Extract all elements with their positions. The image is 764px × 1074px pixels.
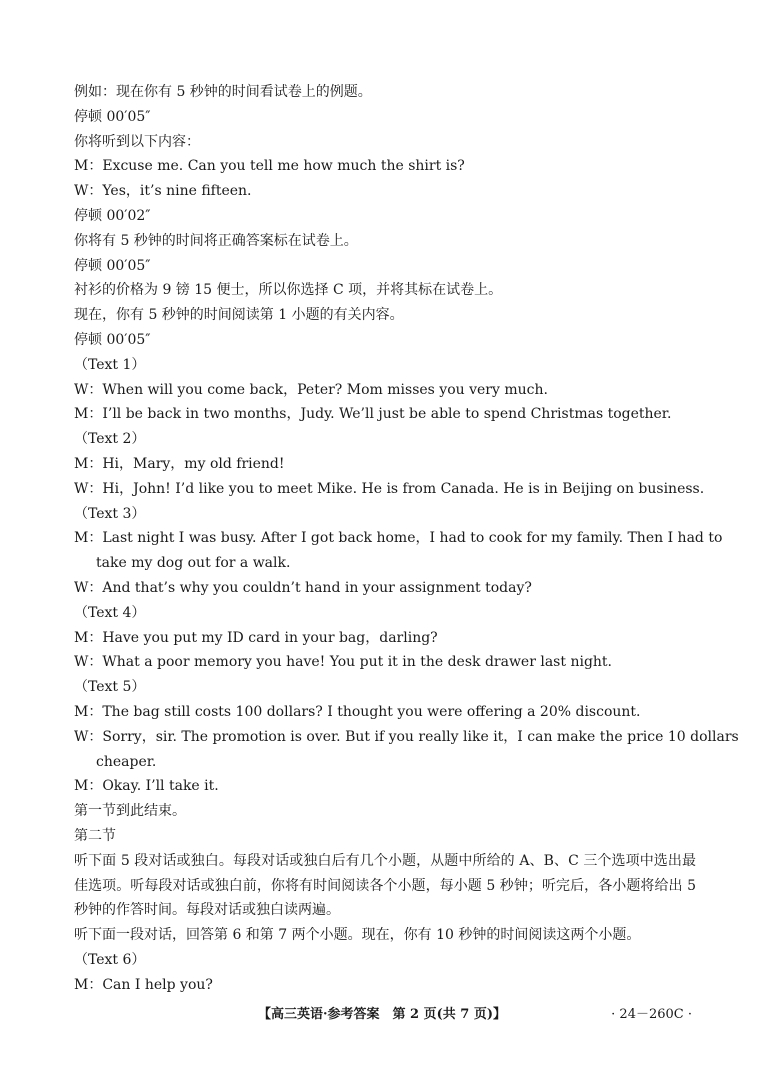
- text-line: W：Sorry，sir. The promotion is over. But if you really like it，I can make the price 10 dollars: [74, 728, 739, 745]
- text-line: M：Last night I was busy. After I got back home，I had to cook for my family. Then I had to: [74, 530, 723, 547]
- section-end-line: 第一节到此结束。: [74, 803, 186, 820]
- text-line: M：I’ll be back in two months，Judy. We’ll just be able to spend Christmas together.: [74, 406, 672, 423]
- document-body: [74, 80, 739, 997]
- text-line: 例如：现在你有 5 秒钟的时间看试卷上的例题。: [74, 84, 372, 100]
- text-line: W：Hi，John! I’d like you to meet Mike. He is from Canada. He is in Beijing on business.: [74, 480, 705, 497]
- text-label: （Text 6）: [74, 951, 146, 968]
- text-line: M：Hi，Mary，my old friend!: [74, 455, 285, 472]
- text-label: （Text 2）: [74, 431, 146, 448]
- text-line: 衬衫的价格为 9 镑 15 便士，所以你选择 C 项，并将其标在试卷上。: [74, 282, 503, 299]
- text-line: 你将听到以下内容：: [74, 133, 200, 150]
- text-line: 停顿 00′05″: [74, 257, 151, 274]
- text-line: W：When will you come back，Peter? Mom misses you very much.: [74, 381, 548, 398]
- text-line: 停顿 00′05″: [74, 108, 151, 125]
- text-label: （Text 3）: [74, 505, 146, 522]
- text-line: 停顿 00′02″: [74, 207, 151, 224]
- text-label: （Text 1）: [74, 356, 146, 373]
- text-line-continued: take my dog out for a walk.: [96, 555, 291, 572]
- text-line: M：Have you put my ID card in your bag，darling?: [74, 629, 438, 646]
- text-line: 听下面一段对话，回答第 6 和第 7 两个小题。现在，你有 10 秒钟的时间阅读这两个小题。: [74, 927, 641, 944]
- instruction-paragraph: 听下面 5 段对话或独白。每段对话或独白后有几个小题，从题中所给的 A、B、C 三个选项中选出最佳选项。听每段对话或独白前，你将有时间阅读各个小题，每小题 5 秒钟；听完后，各小题将给出 5 秒钟的作答时间。每段对话或独白读两遍。: [74, 852, 696, 919]
- text-label: （Text 5）: [74, 679, 146, 696]
- text-line: W：What a poor memory you have! You put it in the desk drawer last night.: [74, 654, 612, 671]
- text-line-continued: cheaper.: [96, 753, 157, 770]
- text-line: M：Can I help you?: [74, 976, 213, 993]
- text-line: 停顿 00′05″: [74, 331, 151, 348]
- text-line: W：Yes，it’s nine fifteen.: [74, 183, 252, 200]
- footer-title: 【高三英语·参考答案 第 2 页(共 7 页)】: [257, 1007, 507, 1022]
- text-line: M：The bag still costs 100 dollars? I thought you were offering a 20% discount.: [74, 703, 641, 720]
- text-line: 你将有 5 秒钟的时间将正确答案标在试卷上。: [74, 232, 358, 249]
- section-heading: 第二节: [74, 827, 116, 844]
- text-line: 现在，你有 5 秒钟的时间阅读第 1 小题的有关内容。: [74, 307, 404, 324]
- text-line: M：Okay. I’ll take it.: [74, 778, 219, 795]
- text-label: （Text 4）: [74, 604, 146, 621]
- text-line: M：Excuse me. Can you tell me how much the shirt is?: [74, 158, 465, 175]
- text-line: W：And that’s why you couldn’t hand in your assignment today?: [74, 579, 532, 596]
- page-footer: [0, 1005, 764, 1025]
- footer-code: · 24－260C ·: [611, 1007, 692, 1022]
